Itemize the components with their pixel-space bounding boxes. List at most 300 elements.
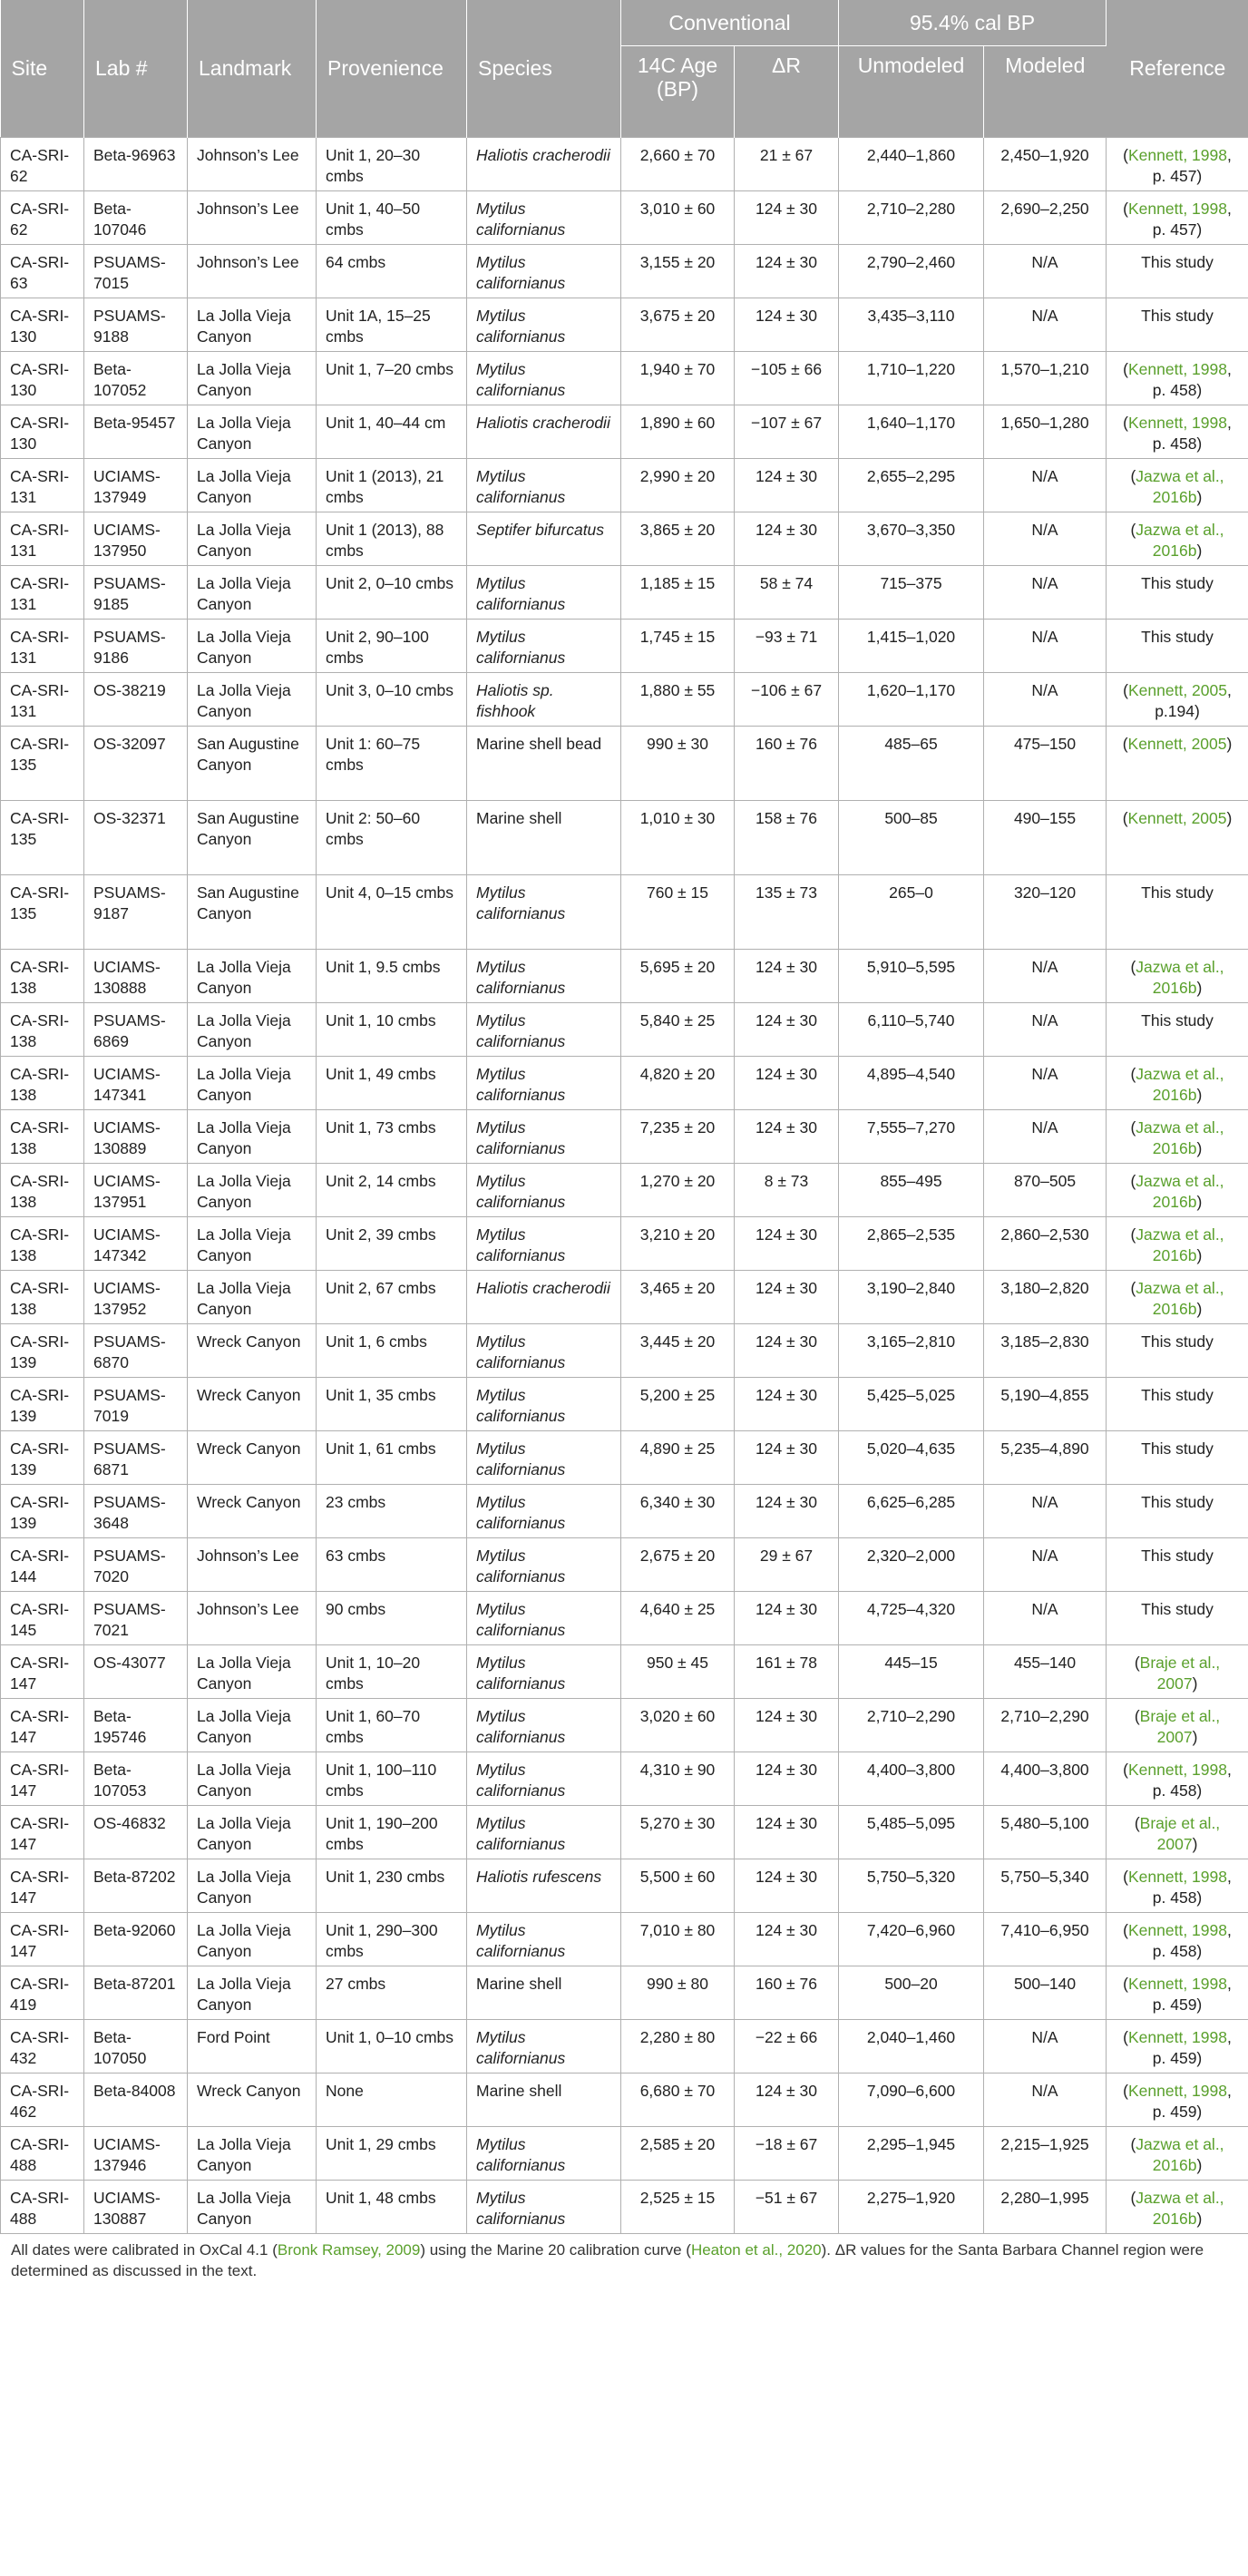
cell-site: CA-SRI-462 [1,2073,84,2127]
reference-text: ( [1123,200,1128,218]
reference-text: ( [1130,958,1136,976]
cell-species: Mytilus californianus [467,1752,621,1806]
cell-lab: UCIAMS-147341 [84,1057,188,1110]
cell-14c-age: 990 ± 30 [621,727,735,801]
cell-lab: PSUAMS-3648 [84,1485,188,1538]
cell-provenience: 64 cmbs [317,245,467,298]
table-row [1,620,1248,673]
cell-14c-age: 2,990 ± 20 [621,459,735,512]
reference-suffix: ) [1196,1086,1203,1104]
citation-link[interactable]: Braje et al., 2007 [1139,1707,1221,1746]
cell-landmark: La Jolla Vieja Canyon [188,566,317,620]
cell-lab: UCIAMS-130889 [84,1110,188,1164]
cell-delta-r: 124 ± 30 [735,1752,839,1806]
cell-modeled: N/A [984,298,1107,352]
table-row [1,1378,1248,1431]
cell-reference [1107,620,1248,673]
table-row [1,512,1248,566]
table-row [1,950,1248,1003]
cell-reference [1107,727,1248,801]
cell-species: Mytilus californianus [467,1592,621,1645]
table-row [1,1966,1248,2020]
cell-modeled: N/A [984,2073,1107,2127]
cell-reference [1107,1538,1248,1592]
table-row [1,405,1248,459]
cell-provenience: 27 cmbs [317,1966,467,2020]
cell-lab: Beta-87201 [84,1966,188,2020]
cell-lab: Beta-95457 [84,405,188,459]
table-row [1,459,1248,512]
cell-lab: PSUAMS-9188 [84,298,188,352]
cell-delta-r: 124 ± 30 [735,950,839,1003]
citation-link[interactable]: Kennett, 1998 [1128,1761,1227,1779]
cell-species: Mytilus californianus [467,1057,621,1110]
cell-modeled: N/A [984,459,1107,512]
cell-provenience: 23 cmbs [317,1485,467,1538]
cell-reference [1107,2127,1248,2181]
cell-14c-age: 5,695 ± 20 [621,950,735,1003]
cell-provenience: Unit 1, 61 cmbs [317,1431,467,1485]
cell-unmodeled: 3,670–3,350 [839,512,984,566]
cell-provenience: Unit 1, 9.5 cmbs [317,950,467,1003]
cell-provenience: Unit 1, 29 cmbs [317,2127,467,2181]
cell-lab: Beta-107046 [84,191,188,245]
cell-site: CA-SRI-138 [1,1217,84,1271]
header-conventional: Conventional [621,0,839,46]
cell-14c-age: 1,880 ± 55 [621,673,735,727]
citation-link[interactable]: Kennett, 1998 [1128,146,1227,164]
cell-provenience: Unit 1, 10–20 cmbs [317,1645,467,1699]
cell-site: CA-SRI-131 [1,566,84,620]
cell-lab: PSUAMS-7020 [84,1538,188,1592]
citation-link[interactable]: Jazwa et al., 2016b [1136,1279,1224,1318]
reference-text: ( [1134,1814,1140,1832]
cell-provenience: Unit 1 (2013), 21 cmbs [317,459,467,512]
table-row [1,2127,1248,2181]
cell-lab: UCIAMS-130887 [84,2181,188,2234]
cell-lab: UCIAMS-147342 [84,1217,188,1271]
reference-text: This study [1141,574,1214,592]
cell-modeled: 5,235–4,890 [984,1431,1107,1485]
citation-link[interactable]: Kennett, 1998 [1128,1868,1227,1886]
cell-provenience: Unit 1 (2013), 88 cmbs [317,512,467,566]
table-row [1,1485,1248,1538]
cell-lab: OS-46832 [84,1806,188,1859]
cell-unmodeled: 2,655–2,295 [839,459,984,512]
citation-link[interactable]: Jazwa et al., 2016b [1136,467,1224,506]
cell-reference [1107,245,1248,298]
cell-unmodeled: 6,110–5,740 [839,1003,984,1057]
cell-delta-r: 124 ± 30 [735,1431,839,1485]
reference-text: ( [1130,1118,1136,1137]
cell-14c-age: 5,200 ± 25 [621,1378,735,1431]
reference-suffix: ) [1196,2156,1203,2174]
reference-text: This study [1141,253,1214,271]
cell-unmodeled: 1,710–1,220 [839,352,984,405]
cell-site: CA-SRI-432 [1,2020,84,2073]
cell-species: Mytilus californianus [467,2181,621,2234]
cell-landmark: San Augustine Canyon [188,727,317,801]
cell-reference [1107,1645,1248,1699]
cell-unmodeled: 855–495 [839,1164,984,1217]
cell-lab: PSUAMS-9187 [84,875,188,950]
table-row [1,1271,1248,1324]
cell-unmodeled: 1,415–1,020 [839,620,984,673]
reference-text: ( [1122,809,1128,827]
cell-landmark: Wreck Canyon [188,1378,317,1431]
cell-site: CA-SRI-135 [1,875,84,950]
cell-modeled: 5,190–4,855 [984,1378,1107,1431]
cell-landmark: La Jolla Vieja Canyon [188,1752,317,1806]
cell-lab: Beta-107052 [84,352,188,405]
cell-delta-r: 160 ± 76 [735,727,839,801]
citation-link[interactable]: Braje et al., 2007 [1139,1814,1221,1853]
cell-site: CA-SRI-145 [1,1592,84,1645]
reference-suffix: ) [1192,1674,1198,1693]
cell-landmark: La Jolla Vieja Canyon [188,673,317,727]
cell-site: CA-SRI-147 [1,1806,84,1859]
cell-reference [1107,138,1248,191]
cell-site: CA-SRI-138 [1,1110,84,1164]
table-row [1,1806,1248,1859]
reference-suffix: ) [1192,1835,1198,1853]
header-provenience: Provenience [317,0,467,138]
reference-text: ( [1123,2082,1128,2100]
citation-link[interactable]: Jazwa et al., 2016b [1136,1065,1224,1104]
cell-modeled: 1,570–1,210 [984,352,1107,405]
cell-delta-r: −22 ± 66 [735,2020,839,2073]
cell-provenience: Unit 1, 40–44 cm [317,405,467,459]
reference-suffix: ) [1196,1246,1203,1264]
cell-modeled: N/A [984,1110,1107,1164]
cell-unmodeled: 445–15 [839,1645,984,1699]
cell-provenience: Unit 1, 48 cmbs [317,2181,467,2234]
reference-text: ( [1130,2189,1136,2207]
cell-reference [1107,298,1248,352]
header-site: Site [1,0,84,138]
cell-provenience: Unit 4, 0–15 cmbs [317,875,467,950]
citation-link[interactable]: Jazwa et al., 2016b [1136,1118,1224,1157]
cell-reference [1107,352,1248,405]
cell-14c-age: 1,890 ± 60 [621,405,735,459]
cell-unmodeled: 7,420–6,960 [839,1913,984,1966]
table-row [1,1431,1248,1485]
reference-suffix: ) [1196,542,1203,560]
cell-unmodeled: 2,790–2,460 [839,245,984,298]
cell-14c-age: 5,270 ± 30 [621,1806,735,1859]
reference-suffix: ) [1196,1300,1203,1318]
cell-unmodeled: 6,625–6,285 [839,1485,984,1538]
reference-suffix: , p.194) [1155,681,1232,720]
cell-landmark: La Jolla Vieja Canyon [188,405,317,459]
cell-lab: Beta-96963 [84,138,188,191]
cell-landmark: La Jolla Vieja Canyon [188,2181,317,2234]
cell-landmark: La Jolla Vieja Canyon [188,1217,317,1271]
cell-delta-r: 124 ± 30 [735,1057,839,1110]
cell-14c-age: 4,640 ± 25 [621,1592,735,1645]
reference-text: ( [1123,414,1128,432]
reference-suffix: ) [1196,979,1203,997]
cell-modeled: 4,400–3,800 [984,1752,1107,1806]
cell-delta-r: 124 ± 30 [735,1592,839,1645]
cell-delta-r: 21 ± 67 [735,138,839,191]
cell-modeled: N/A [984,2020,1107,2073]
cell-lab: UCIAMS-137946 [84,2127,188,2181]
cell-modeled: N/A [984,620,1107,673]
cell-site: CA-SRI-62 [1,191,84,245]
citation-link[interactable]: Bronk Ramsey, 2009 [277,2241,421,2259]
cell-14c-age: 1,010 ± 30 [621,801,735,875]
cell-modeled: N/A [984,673,1107,727]
cell-landmark: Johnson’s Lee [188,245,317,298]
cell-14c-age: 990 ± 80 [621,1966,735,2020]
cell-unmodeled: 7,555–7,270 [839,1110,984,1164]
cell-species: Mytilus californianus [467,1110,621,1164]
cell-species: Haliotis rufescens [467,1859,621,1913]
cell-provenience: Unit 1, 20–30 cmbs [317,138,467,191]
reference-text: ( [1123,1975,1128,1993]
cell-site: CA-SRI-135 [1,727,84,801]
cell-lab: PSUAMS-9185 [84,566,188,620]
reference-suffix: ) [1196,488,1203,506]
header-modeled: Modeled [984,46,1107,138]
cell-provenience: Unit 1, 60–70 cmbs [317,1699,467,1752]
reference-suffix: , p. 457) [1152,146,1232,185]
cell-delta-r: 124 ± 30 [735,1806,839,1859]
cell-modeled: 7,410–6,950 [984,1913,1107,1966]
cell-unmodeled: 2,040–1,460 [839,2020,984,2073]
cell-species: Mytilus californianus [467,1913,621,1966]
cell-provenience: Unit 1, 40–50 cmbs [317,191,467,245]
reference-text: This study [1141,883,1214,902]
cell-14c-age: 950 ± 45 [621,1645,735,1699]
cell-14c-age: 7,010 ± 80 [621,1913,735,1966]
cell-14c-age: 3,020 ± 60 [621,1699,735,1752]
cell-modeled: 3,185–2,830 [984,1324,1107,1378]
table-row [1,1110,1248,1164]
cell-reference [1107,1378,1248,1431]
cell-provenience: Unit 1, 49 cmbs [317,1057,467,1110]
cell-lab: PSUAMS-7019 [84,1378,188,1431]
cell-site: CA-SRI-135 [1,801,84,875]
cell-landmark: La Jolla Vieja Canyon [188,352,317,405]
cell-unmodeled: 1,640–1,170 [839,405,984,459]
reference-text: ( [1130,1065,1136,1083]
cell-site: CA-SRI-144 [1,1538,84,1592]
reference-text: ( [1134,1707,1140,1725]
reference-text: ( [1123,146,1128,164]
citation-link[interactable]: Kennett, 1998 [1128,2028,1227,2046]
citation-link[interactable]: Jazwa et al., 2016b [1136,1225,1224,1264]
cell-species: Marine shell [467,1966,621,2020]
header-unmodeled: Unmodeled [839,46,984,138]
cell-site: CA-SRI-131 [1,673,84,727]
reference-suffix: , p. 459) [1152,1975,1232,2014]
cell-species: Mytilus californianus [467,1431,621,1485]
cell-reference [1107,2020,1248,2073]
cell-modeled: N/A [984,512,1107,566]
cell-lab: Beta-107053 [84,1752,188,1806]
cell-provenience: Unit 1, 190–200 cmbs [317,1806,467,1859]
cell-14c-age: 1,185 ± 15 [621,566,735,620]
cell-reference [1107,1217,1248,1271]
citation-link[interactable]: Kennett, 1998 [1128,1975,1227,1993]
cell-delta-r: 124 ± 30 [735,1699,839,1752]
reference-text: This study [1141,1332,1214,1351]
cell-reference [1107,1110,1248,1164]
cell-modeled: 2,215–1,925 [984,2127,1107,2181]
cell-modeled: 870–505 [984,1164,1107,1217]
citation-link[interactable]: Jazwa et al., 2016b [1136,2189,1224,2228]
table-row [1,191,1248,245]
cell-reference [1107,950,1248,1003]
cell-modeled: 320–120 [984,875,1107,950]
cell-unmodeled: 5,750–5,320 [839,1859,984,1913]
cell-provenience: Unit 1, 230 cmbs [317,1859,467,1913]
cell-delta-r: 124 ± 30 [735,2073,839,2127]
reference-text: ( [1123,1761,1128,1779]
cell-site: CA-SRI-419 [1,1966,84,2020]
citation-link[interactable]: Kennett, 1998 [1128,1921,1227,1939]
cell-landmark: La Jolla Vieja Canyon [188,1913,317,1966]
cell-modeled: 5,750–5,340 [984,1859,1107,1913]
cell-lab: Beta-107050 [84,2020,188,2073]
citation-link[interactable]: Kennett, 1998 [1128,200,1227,218]
table-row [1,298,1248,352]
cell-unmodeled: 2,710–2,290 [839,1699,984,1752]
table-row [1,1699,1248,1752]
cell-14c-age: 1,940 ± 70 [621,352,735,405]
cell-species: Mytilus californianus [467,566,621,620]
reference-suffix: ) [1196,2210,1203,2228]
cell-species: Mytilus californianus [467,191,621,245]
table-row [1,1859,1248,1913]
table-row [1,566,1248,620]
cell-lab: PSUAMS-6871 [84,1431,188,1485]
cell-site: CA-SRI-139 [1,1378,84,1431]
table-row [1,1752,1248,1806]
cell-unmodeled: 3,165–2,810 [839,1324,984,1378]
citation-link[interactable]: Heaton et al., 2020 [690,2241,822,2259]
cell-modeled: 2,860–2,530 [984,1217,1107,1271]
cell-site: CA-SRI-130 [1,405,84,459]
citation-link[interactable]: Braje et al., 2007 [1139,1654,1221,1693]
citation-link[interactable]: Kennett, 1998 [1128,360,1227,378]
cell-species: Haliotis cracherodii [467,1271,621,1324]
cell-landmark: San Augustine Canyon [188,875,317,950]
cell-landmark: La Jolla Vieja Canyon [188,950,317,1003]
cell-unmodeled: 5,910–5,595 [839,950,984,1003]
cell-species: Haliotis cracherodii [467,405,621,459]
reference-suffix: ) [1196,1139,1203,1157]
cell-delta-r: 124 ± 30 [735,1378,839,1431]
reference-text: ( [1130,1225,1136,1244]
cell-modeled: 5,480–5,100 [984,1806,1107,1859]
cell-reference [1107,1324,1248,1378]
citation-link[interactable]: Kennett, 2005 [1127,809,1227,827]
cell-landmark: La Jolla Vieja Canyon [188,1003,317,1057]
cell-lab: Beta-92060 [84,1913,188,1966]
cell-reference [1107,801,1248,875]
cell-site: CA-SRI-147 [1,1859,84,1913]
reference-text: ( [1123,360,1128,378]
cell-14c-age: 5,500 ± 60 [621,1859,735,1913]
cell-species: Marine shell bead [467,727,621,801]
cell-lab: PSUAMS-6869 [84,1003,188,1057]
cell-site: CA-SRI-130 [1,298,84,352]
cell-modeled: 455–140 [984,1645,1107,1699]
citation-link[interactable]: Jazwa et al., 2016b [1136,958,1224,997]
cell-modeled: 2,690–2,250 [984,191,1107,245]
cell-14c-age: 3,865 ± 20 [621,512,735,566]
cell-reference [1107,1057,1248,1110]
cell-lab: PSUAMS-9186 [84,620,188,673]
cell-modeled: N/A [984,1485,1107,1538]
cell-delta-r: 124 ± 30 [735,459,839,512]
cell-provenience: Unit 2: 50–60 cmbs [317,801,467,875]
cell-provenience: Unit 2, 39 cmbs [317,1217,467,1271]
cell-modeled: N/A [984,1057,1107,1110]
citation-link[interactable]: Kennett, 1998 [1128,2082,1227,2100]
cell-delta-r: −106 ± 67 [735,673,839,727]
cell-delta-r: 124 ± 30 [735,1859,839,1913]
citation-link[interactable]: Kennett, 2005 [1127,735,1227,753]
reference-suffix: ) [1196,1193,1203,1211]
cell-modeled: N/A [984,1003,1107,1057]
citation-link[interactable]: Kennett, 2005 [1128,681,1227,699]
cell-unmodeled: 2,295–1,945 [839,2127,984,2181]
cell-lab: Beta-84008 [84,2073,188,2127]
citation-link[interactable]: Jazwa et al., 2016b [1136,2135,1224,2174]
table-row [1,1003,1248,1057]
cell-unmodeled: 715–375 [839,566,984,620]
cell-species: Mytilus californianus [467,1217,621,1271]
cell-landmark: Wreck Canyon [188,1324,317,1378]
reference-text: This study [1141,1493,1214,1511]
cell-species: Mytilus californianus [467,352,621,405]
cell-site: CA-SRI-139 [1,1431,84,1485]
cell-species: Mytilus californianus [467,2020,621,2073]
cell-14c-age: 4,820 ± 20 [621,1057,735,1110]
table-row [1,1164,1248,1217]
citation-link[interactable]: Jazwa et al., 2016b [1136,521,1224,560]
cell-reference [1107,1699,1248,1752]
cell-modeled: 490–155 [984,801,1107,875]
cell-delta-r: 124 ± 30 [735,245,839,298]
cell-species: Mytilus californianus [467,245,621,298]
table-row [1,875,1248,950]
citation-link[interactable]: Kennett, 1998 [1128,414,1227,432]
reference-suffix: , p. 459) [1152,2028,1232,2067]
citation-link[interactable]: Jazwa et al., 2016b [1136,1172,1224,1211]
table-header [1,0,1248,138]
cell-reference [1107,1271,1248,1324]
cell-modeled: 2,710–2,290 [984,1699,1107,1752]
reference-text: ( [1130,1172,1136,1190]
cell-species: Mytilus californianus [467,2127,621,2181]
cell-lab: UCIAMS-137951 [84,1164,188,1217]
cell-unmodeled: 5,425–5,025 [839,1378,984,1431]
reference-text: ( [1122,735,1128,753]
cell-unmodeled: 485–65 [839,727,984,801]
cell-site: CA-SRI-147 [1,1752,84,1806]
cell-14c-age: 7,235 ± 20 [621,1110,735,1164]
reference-text: This study [1141,628,1214,646]
cell-lab: OS-38219 [84,673,188,727]
cell-14c-age: 760 ± 15 [621,875,735,950]
cell-delta-r: 158 ± 76 [735,801,839,875]
reference-text: ( [1123,2028,1128,2046]
